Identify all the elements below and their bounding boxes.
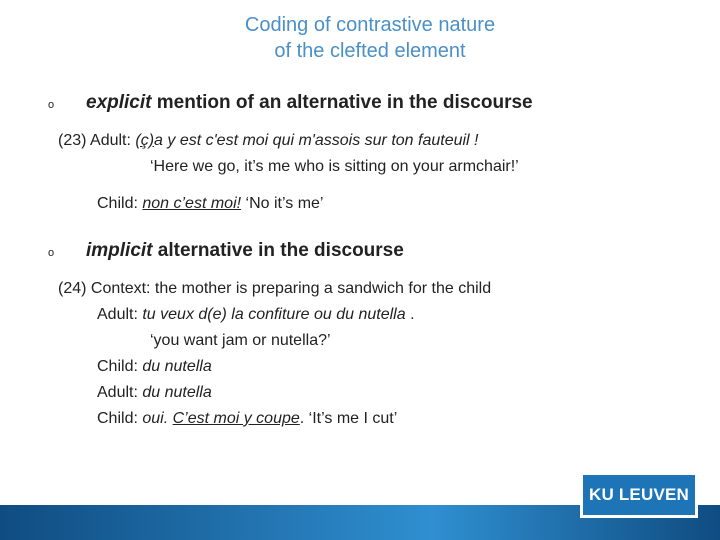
bullet-rest: mention of an alternative in the discourse (151, 92, 533, 113)
ex24-child1-prefix: Child: (97, 358, 143, 375)
ex24-adult1-end: . (405, 306, 415, 323)
ex24-child1-utterance: du nutella (142, 358, 212, 375)
slide-title (0, 12, 720, 64)
ex23-child-utterance: non c’est moi! (142, 195, 242, 212)
logo-text: KU LEUVEN (588, 485, 690, 504)
ex24-context: (24) Context: the mother is preparing a sandwich for the child (58, 280, 492, 297)
ex23-child-prefix: Child: (97, 195, 143, 212)
ex23-adult-line (58, 131, 479, 151)
ex24-adult2-prefix: Adult: (97, 384, 143, 401)
bullet-italic: explicit (86, 92, 152, 113)
bullet-marker: o (48, 99, 55, 111)
title-line-1: Coding of contrastive nature (244, 14, 496, 36)
ex24-adult1-utterance: tu veux d(e) la confiture ou du nutella (142, 306, 406, 323)
bullet-explicit (48, 92, 533, 114)
ex24-child2-utterance: C’est moi y coupe (172, 410, 300, 427)
bullet-implicit (48, 240, 404, 262)
ex24-adult-gloss: ‘you want jam or nutella?’ (150, 332, 331, 349)
ex24-child-line-1 (97, 357, 212, 377)
bullet-text (86, 92, 533, 114)
ex24-adult1-prefix: Adult: (97, 306, 143, 323)
ex24-adult2-utterance: du nutella (142, 384, 212, 401)
ex24-child2-gloss: . ‘It’s me I cut’ (299, 410, 398, 427)
bullet-rest: alternative in the discourse (152, 240, 404, 261)
ex23-gloss: ‘Here we go, it’s me who is sitting on your armchair!’ (150, 158, 519, 175)
ex24-child2-oui: oui. (142, 410, 169, 427)
ex23-child-gloss: ‘No it’s me’ (241, 195, 324, 212)
ex24-adult-line-2 (97, 383, 212, 403)
bullet-italic: implicit (86, 240, 153, 261)
bullet-marker: o (48, 247, 55, 259)
ex23-child-line (97, 194, 323, 214)
ex23-adult-prefix: (23) Adult: (58, 132, 136, 149)
ku-leuven-logo (580, 472, 698, 518)
ex23-adult-underlined: (ç) (135, 132, 155, 149)
ex23-adult-utterance: a y est c'est moi qui m'assois sur ton fauteuil ! (154, 132, 479, 149)
ex24-adult-line-1 (97, 305, 415, 325)
ex24-child-line-2 (97, 409, 397, 429)
bullet-text (86, 240, 404, 262)
ex24-child2-prefix: Child: (97, 410, 143, 427)
title-line-2: of the clefted element (274, 40, 466, 62)
